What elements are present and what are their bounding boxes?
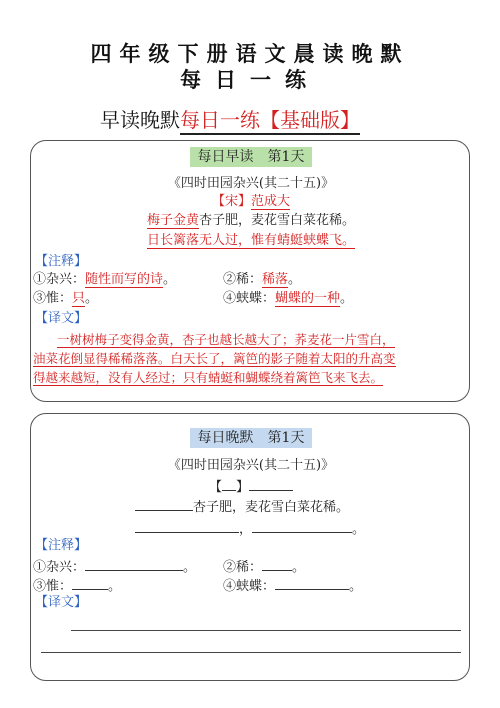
note4-end: 。	[340, 291, 354, 306]
morning-poem-title: 《四时田园杂兴(其二十五)》	[167, 176, 335, 191]
translation-writing-line-1[interactable]	[71, 630, 461, 631]
note4-blank[interactable]	[275, 576, 349, 590]
note2-text: 稀落	[262, 272, 289, 287]
note3-text: 只	[72, 291, 86, 306]
note3-label: ③惟：	[33, 291, 73, 306]
evening-dictation-card	[30, 413, 470, 681]
note3-period: 。	[108, 579, 122, 594]
evening-author-line	[31, 477, 471, 496]
note2-end: 。	[288, 272, 302, 287]
evening-poem-title: 《四时田园杂兴(其二十五)》	[167, 458, 335, 473]
evening-note1-label: ①杂兴：	[33, 560, 86, 575]
morning-line2: 日长篱落无人过，惟有蜻蜓蛱蝶飞。	[146, 233, 355, 248]
note2-period: 。	[292, 560, 306, 575]
note4-text: 蝴蝶的一种	[275, 291, 341, 306]
morning-notes-label: 【注释】	[35, 254, 88, 269]
note1-label: ①杂兴：	[33, 272, 86, 287]
note4-period: 。	[349, 579, 363, 594]
morning-note-1	[33, 272, 176, 288]
note1-text: 随性而写的诗	[85, 272, 164, 287]
evening-author-close: 】	[236, 480, 250, 495]
note4-label: ④蛱蝶：	[223, 291, 276, 306]
evening-badge: 每日晚默 第1天	[190, 428, 313, 448]
dynasty-blank[interactable]	[222, 477, 236, 491]
line1-blank[interactable]	[135, 497, 193, 511]
note2-label: ②稀：	[223, 272, 263, 287]
subtitle-highlight: 每日一练【基础版】	[180, 108, 360, 135]
evening-note4-label: ④蛱蝶：	[223, 579, 276, 594]
morning-author-dynasty: 【宋】	[211, 194, 251, 209]
author-blank[interactable]	[249, 477, 293, 491]
note1-period: 。	[183, 560, 197, 575]
morning-badge: 每日早读 第1天	[190, 147, 313, 167]
line2a-blank[interactable]	[135, 519, 239, 533]
evening-note-4	[223, 576, 362, 595]
evening-note-3	[33, 576, 121, 595]
note3-end: 。	[85, 291, 99, 306]
line2b-blank[interactable]	[252, 519, 352, 533]
evening-note-2	[223, 557, 305, 576]
morning-poem-line-1	[31, 213, 471, 229]
morning-translation	[33, 330, 469, 387]
evening-note2-label: ②稀：	[223, 560, 263, 575]
evening-poem-line-1	[135, 497, 349, 516]
translation-line-3: 得越来越短，没有人经过；只有蜻蜓和蝴蝶绕着篱笆飞来飞去。	[33, 370, 384, 385]
morning-note-3	[33, 291, 98, 307]
morning-note-4	[223, 291, 353, 307]
evening-notes-label: 【注释】	[35, 538, 88, 553]
header-title-line-2: 每日一练	[180, 68, 320, 92]
morning-reading-card	[30, 140, 470, 402]
evening-period: 。	[352, 522, 366, 537]
evening-note3-label: ③惟：	[33, 579, 73, 594]
evening-translation-label: 【译文】	[35, 595, 88, 610]
morning-author-line	[31, 194, 471, 210]
morning-line1-rest: 杏子肥，麦花雪白菜花稀。	[199, 213, 356, 228]
translation-line-1: 一树树梅子变得金黄，杏子也越长越大了；荞麦花一片雪白，	[57, 332, 395, 347]
evening-line1-rest: 杏子肥，麦花雪白菜花稀。	[193, 500, 350, 515]
morning-line1-red: 梅子金黄	[146, 213, 199, 228]
note1-end: 。	[163, 272, 177, 287]
morning-author: 范成大	[251, 194, 291, 209]
translation-line-2: 油菜花倒显得稀稀落落。白天长了，篱笆的影子随着太阳的升高变	[33, 351, 396, 366]
morning-poem-line-2	[31, 233, 471, 249]
subtitle	[100, 104, 360, 133]
evening-note-1	[33, 557, 196, 576]
morning-translation-label: 【译文】	[35, 311, 88, 326]
morning-note-2	[223, 272, 301, 288]
header-title-line-1: 四年级下册语文晨读晚默	[90, 42, 410, 66]
subtitle-prefix: 早读晚默	[100, 108, 180, 132]
note3-blank[interactable]	[72, 576, 108, 590]
note2-blank[interactable]	[262, 557, 292, 571]
evening-comma: ，	[239, 522, 253, 537]
note1-blank[interactable]	[85, 557, 183, 571]
evening-poem-line-2	[135, 519, 365, 538]
evening-author-open: 【	[208, 480, 222, 495]
translation-writing-line-2[interactable]	[41, 652, 461, 653]
